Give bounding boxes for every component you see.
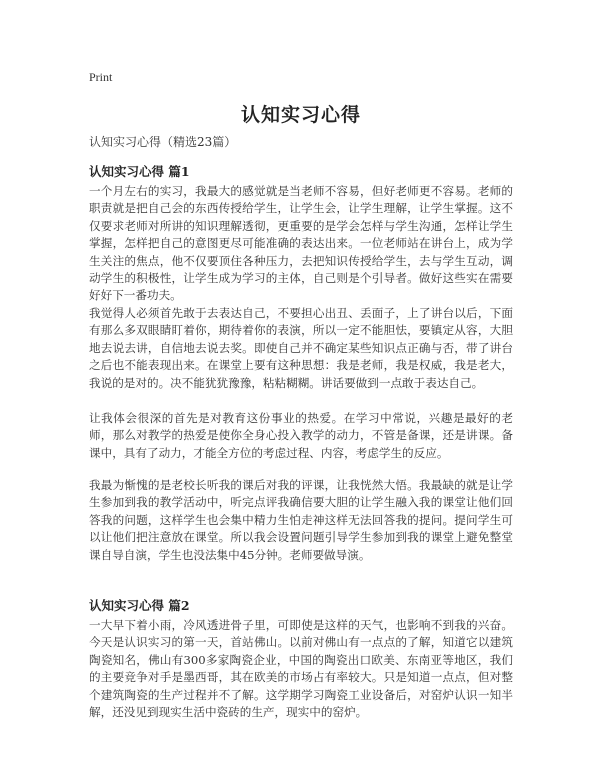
print-link[interactable]: Print [89, 70, 113, 84]
section-2-paragraph-1: 一大早下着小雨，冷风透进骨子里，可即使是这样的天气，也影响不到我的兴奋。今天是认识实习的第一天，首站佛山。以前对佛山有一点点的了解，知道它以建筑陶瓷知名，佛山有300多家陶瓷企业，中国的陶瓷出口欧美、东南亚等地区，我们的主要竞争对手是墨西哥，其在欧美的市场占有率较大。只是知道一点点，但对整个建筑陶瓷的生产过程并不了解。这学期学习陶瓷工业设备后，对窑炉认识一知半解，还没见到现实生活中瓷砖的生产，现实中的窑炉。 [89, 618, 513, 720]
section-1-paragraph-3: 让我体会很深的首先是对教育这份事业的热爱。在学习中常说，兴趣是最好的老师，那么对教学的热爱是使你全身心投入教学的动力，不管是备课，还是讲课。备课中，具有了动力，才能全方位的考虑过程、内容，考虑学生的反应。 [89, 411, 513, 460]
document-subtitle: 认知实习心得（精选23篇） [89, 135, 237, 149]
section-1-paragraph-2: 我觉得人必须首先敢于去表达自己，不要担心出丑、丢面子，上了讲台以后，下面有那么多双眼睛盯着你，期待着你的表演，所以一定不能胆怯，要镇定从容，大胆地去说去讲，自信地去说去奖。即使自己并不确定某些知识点正确与否，带了讲台之后也不能表现出来。在课堂上要有这种思想：我是老师，我是权威，我是老大，我说的是对的。决不能犹犹豫豫，粘粘糊糊。讲话要做到一点敢于表达自己。 [89, 306, 513, 390]
page-title: 认知实习心得 [240, 104, 361, 126]
section-1-paragraph-1: 一个月左右的实习，我最大的感觉就是当老师不容易，但好老师更不容易。老师的职责就是把自己会的东西传授给学生，让学生会，让学生理解，让学生掌握。这不仅要求老师对所讲的知识理解透彻，更重要的是学会怎样与学生沟通，怎样让学生掌握，怎样把自己的意图更尽可能准确的表达出来。一位老师站在讲台上，成为学生关注的焦点，他不仅要顶住各种压力，去把知识传授给学生，去与学生互动，调动学生的积极性，让学生成为学习的主体，自己则是个引导者。做好这些实在需要好好下一番功夫。 [89, 184, 513, 303]
section-heading-1: 认知实习心得 篇1 [89, 164, 190, 179]
section-1-paragraph-4: 我最为惭愧的是老校长听我的课后对我的评课，让我恍然大悟。我最缺的就是让学生参加到我的教学活动中，听完点评我确信要大胆的让学生融入我的课堂让他们回答我的问题，这样学生也会集中精力生怕走神这样无法回答我的提问。提问学生可以让他们把注意放在课堂。所以我会设置问题引导学生参加到我的课堂上避免整堂课自导自演，学生也没法集中45分钟。老师要做导演。 [89, 478, 513, 562]
section-heading-2: 认知实习心得 篇2 [89, 598, 190, 613]
